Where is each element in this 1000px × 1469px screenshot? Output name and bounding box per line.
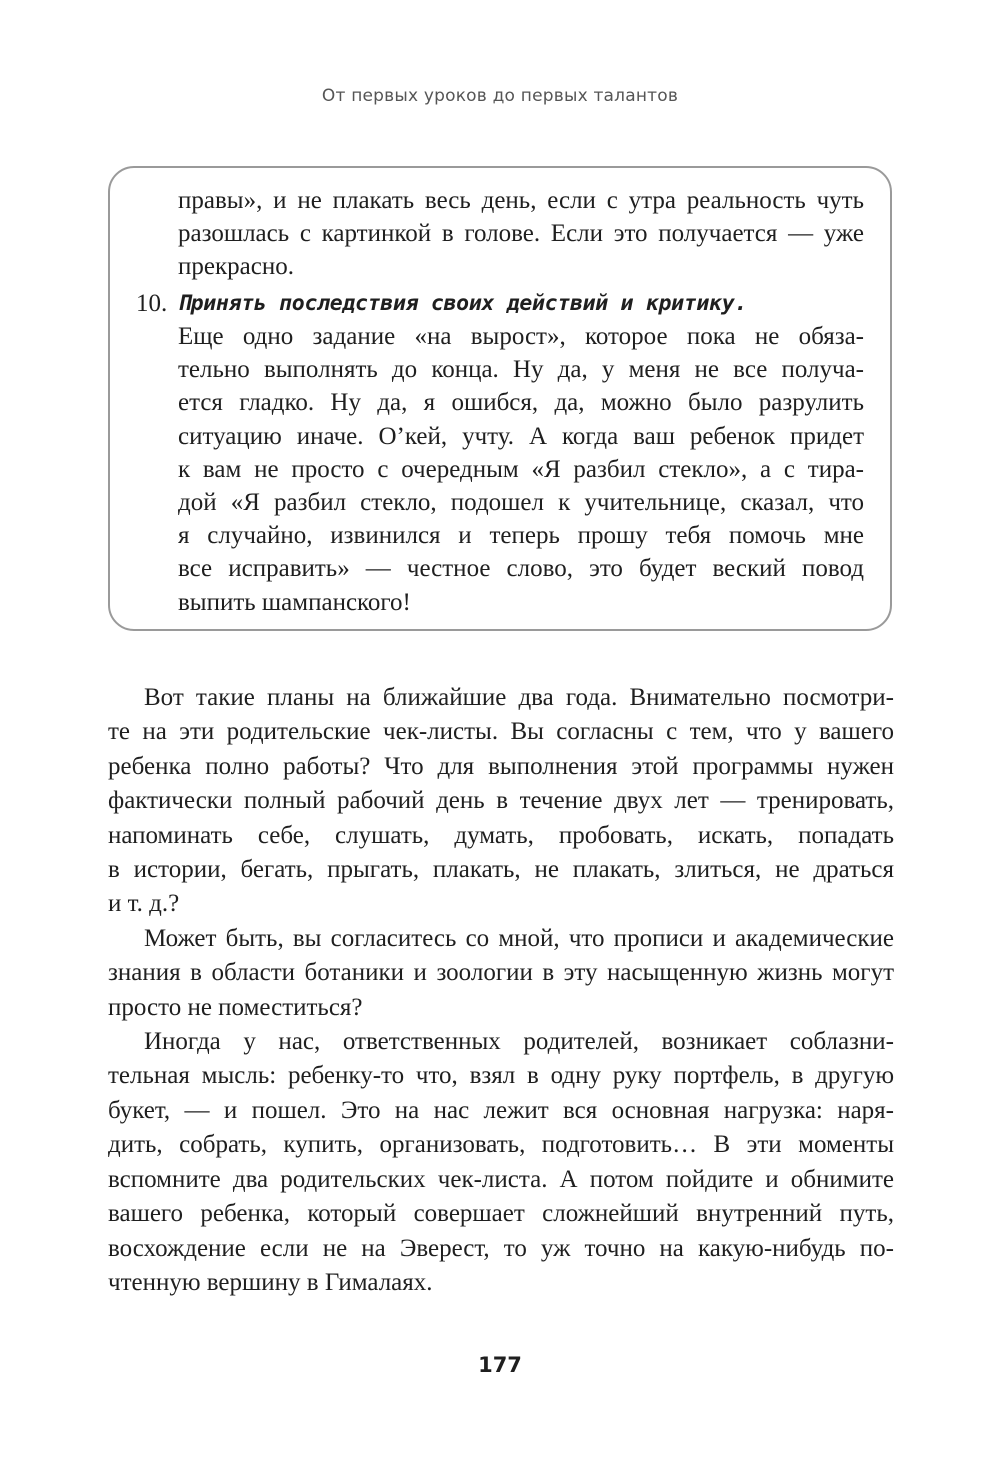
paragraph <box>108 922 894 1025</box>
text-line: прекрасно. <box>178 253 294 281</box>
text-line: фактически полный рабочий день в течение двух лет — тренировать, <box>108 787 894 815</box>
text-line: чтенную вершину в Гималаях. <box>108 1268 433 1296</box>
text-line: ребенка полно работы? Что для выполнения этой программы нужен <box>108 752 894 780</box>
text-line: восхождение если не на Эверест, то уж точно на какую-нибудь по- <box>108 1234 894 1262</box>
text-line: в истории, бегать, прыгать, плакать, не плакать, злиться, не драться <box>108 856 894 884</box>
text-line: тельно выполнять до конца. Ну да, у меня не все получа- <box>178 356 864 384</box>
text-line: вашего ребенка, который совершает сложнейший внутренний путь, <box>108 1200 894 1228</box>
text-line: знания в области ботаники и зоологии в эту насыщенную жизнь могут <box>108 959 894 987</box>
page-number: 177 <box>478 1353 522 1377</box>
text-line: я случайно, извинился и теперь прошу тебя помочь мне <box>178 522 864 550</box>
paragraph <box>108 1025 894 1300</box>
text-line: те на эти родительские чек-листы. Вы согласны с тем, что у вашего <box>108 718 894 746</box>
list-item-heading: Принять последствия своих действий и критику. <box>178 291 747 316</box>
text-line: Вот такие планы на ближайшие два года. Внимательно посмотри- <box>144 684 894 711</box>
checklist-continued-text <box>178 184 864 284</box>
text-line: выпить шампанского! <box>178 588 411 616</box>
text-line: просто не поместиться? <box>108 993 363 1021</box>
text-line: дить, собрать, купить, организовать, подготовить… В эти моменты <box>108 1131 894 1159</box>
text-line: Может быть, вы согласитесь со мной, что прописи и академические <box>144 924 894 952</box>
text-line: Иногда у нас, ответственных родителей, возникает соблазни- <box>144 1028 894 1056</box>
text-line: ется гладко. Ну да, я ошибся, да, можно было разрулить <box>178 389 864 417</box>
list-item-number: 10. <box>136 290 168 317</box>
running-header: От первых уроков до первых талантов <box>321 86 679 106</box>
text-line: Еще одно задание «на вырост», которое пока не обяза- <box>178 323 864 350</box>
text-line: все исправить» — честное слово, это будет веский повод <box>178 555 864 583</box>
main-text <box>108 681 894 1300</box>
text-line: к вам не просто с очередным «Я разбил стекло», а с тира- <box>178 455 864 483</box>
text-line: напоминать себе, слушать, думать, пробовать, искать, попадать <box>108 821 894 849</box>
paragraph <box>108 681 894 922</box>
text-line: букет, — и пошел. Это на нас лежит вся основная нагрузка: наря- <box>108 1096 894 1124</box>
text-line: ситуацию иначе. О’кей, учту. А когда ваш ребенок придет <box>178 422 864 450</box>
text-line: дой «Я разбил стекло, подошел к учительнице, сказал, что <box>178 489 864 517</box>
text-line: вспомните два родительских чек-листа. А потом пойдите и обнимите <box>108 1165 894 1193</box>
text-line: и т. д.? <box>108 890 180 918</box>
text-line: разошлась с картинкой в голове. Если это получается — уже <box>178 220 864 248</box>
text-line: тельная мысль: ребенку-то что, взял в одну руку портфель, в другую <box>108 1062 894 1090</box>
list-item-body <box>178 320 864 619</box>
text-line: правы», и не плакать весь день, если с утра реальность чуть <box>178 187 864 214</box>
